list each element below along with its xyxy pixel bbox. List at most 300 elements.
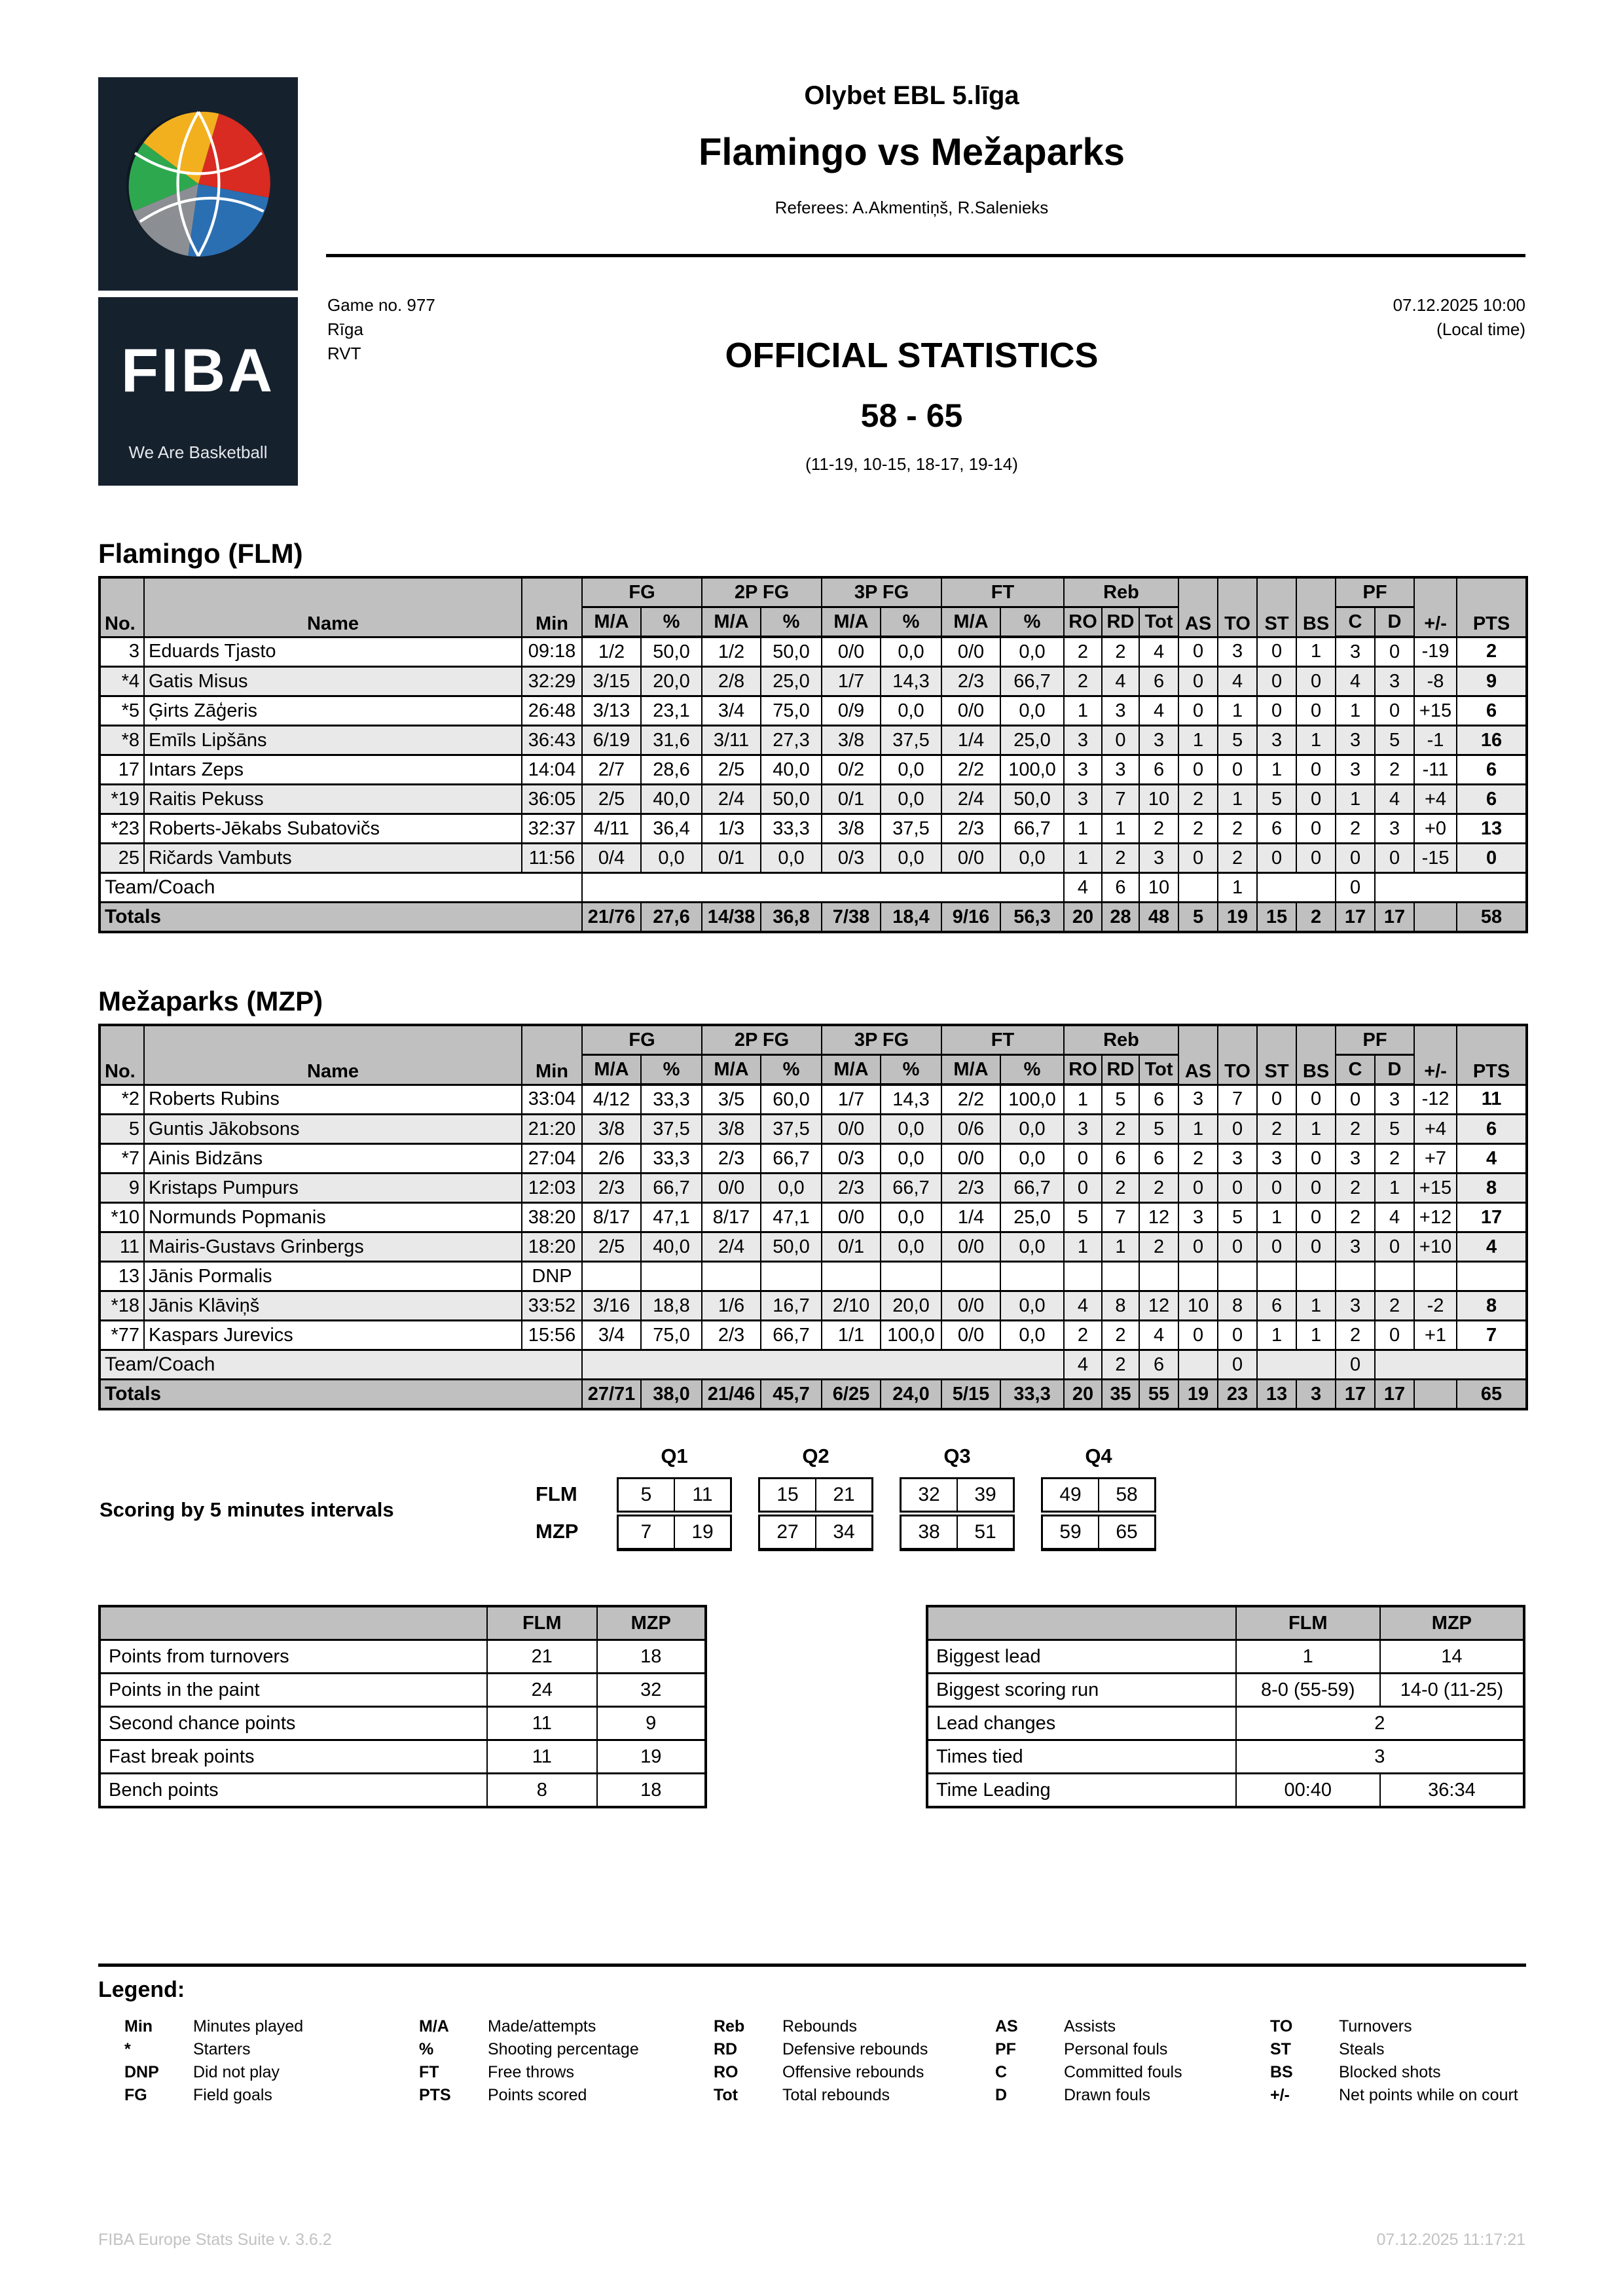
cell-bs: 0 [1296,696,1336,726]
score-cell: 58 [1098,1479,1154,1511]
score-cell: 11 [674,1479,730,1511]
flamingo-stats-table [98,576,1528,933]
cell-p2p: 50,0 [761,1232,822,1262]
title-block [298,335,1525,475]
cell-pm: +4 [1414,785,1457,814]
cell-d: 5 [1375,726,1414,755]
cell-d: 3 [1375,667,1414,696]
cell-abbr: RO [714,2063,739,2081]
col-2p-pct: % [761,1055,822,1085]
cell-ro: 2 [1064,1321,1102,1350]
cell-to: 1 [1218,696,1257,726]
col-mzp: MZP [597,1606,706,1640]
score-cell: 65 [1098,1516,1154,1548]
group-pf: PF [1336,577,1414,607]
cell-tot: 6 [1139,1350,1178,1380]
table-row [100,1203,1527,1232]
table-row [100,814,1527,844]
group-2pfg: 2P FG [702,1025,822,1055]
table-row [927,1707,1524,1740]
legend-column [995,2016,1270,2108]
cell-ft: 2/2 [941,755,1000,785]
cell-fg: 6/19 [582,726,641,755]
cell-c: 17 [1336,903,1375,933]
cell-p3 [822,1262,881,1291]
cell-ftp: 25,0 [1000,726,1064,755]
league-title: Olybet EBL 5.līga [804,81,1019,110]
cell-fgp: 50,0 [641,637,702,667]
cell-ftp: 66,7 [1000,667,1064,696]
table-row [124,2062,419,2085]
table-row [1270,2085,1526,2108]
stat-label: Lead changes [927,1707,1236,1740]
cell-bs: 0 [1296,814,1336,844]
cell-rd: 28 [1102,903,1139,933]
cell-name: Ģirts Zāģeris [144,696,522,726]
cell-p2: 1/2 [702,637,761,667]
cell-blank [100,1606,487,1640]
game-number: Game no. 977 [327,295,435,315]
cell-blank [1257,1350,1336,1380]
col-2p-pct: % [761,607,822,637]
cell-abbr: RD [714,2040,738,2058]
cell-c: 17 [1336,1380,1375,1410]
cell-fgp: 28,6 [641,755,702,785]
col-flm: FLM [1236,1606,1380,1640]
table-row [124,2039,419,2062]
cell-c: 2 [1336,1203,1375,1232]
score-cell: 5 [640,1484,652,1505]
cell-pts: 58 [1457,903,1527,933]
table-header [100,1025,1527,1085]
score-cell: 7 [640,1521,652,1543]
cell-name: Kaspars Jurevics [144,1321,522,1350]
cell-fg: 3/15 [582,667,641,696]
header-center [298,81,1525,218]
group-fg: FG [582,577,702,607]
cell-name: Raitis Pekuss [144,785,522,814]
cell-st: 1 [1257,1321,1296,1350]
group-ft: FT [941,1025,1064,1055]
legend-column [419,2016,714,2108]
cell-as: 10 [1178,1291,1218,1321]
fiba-text-block [98,297,298,486]
mezaparks-stats-table [98,1024,1528,1410]
cell-as: 0 [1178,1174,1218,1203]
cell-fg: 1/2 [582,637,641,667]
table-row [100,1640,706,1674]
cell-c: 0 [1336,844,1375,873]
stat-label: Time Leading [927,1774,1236,1808]
cell-pts: 4 [1457,1232,1527,1262]
cell-pts: 65 [1457,1380,1527,1410]
cell-st: 1 [1257,1203,1296,1232]
cell-p3p [881,1262,941,1291]
cell-tot: 4 [1139,1321,1178,1350]
cell-p2p: 66,7 [761,1144,822,1174]
cell-tot: 2 [1139,1232,1178,1262]
cell-p3: 0/2 [822,755,881,785]
cell-ro: 1 [1064,844,1102,873]
cell-as: 3 [1178,1203,1218,1232]
cell-ft: 2/3 [941,667,1000,696]
cell-ftp: 0,0 [1000,637,1064,667]
cell-d: 0 [1375,844,1414,873]
cell-fgp: 38,0 [641,1380,702,1410]
mzp-q1-pair [617,1515,732,1551]
mzp-value: 18 [597,1640,706,1674]
cell-text: Offensive rebounds [782,2063,924,2081]
cell-p2p: 75,0 [761,696,822,726]
legend-title: Legend: [98,1977,185,2002]
cell-tot: 2 [1139,1174,1178,1203]
cell-blank [1257,873,1336,903]
game-venue: RVT [327,344,361,363]
cell-pts: 16 [1457,726,1527,755]
cell-to: 1 [1218,785,1257,814]
table-row [100,844,1527,873]
cell-as: 19 [1178,1380,1218,1410]
cell-rd: 2 [1102,637,1139,667]
mzp-scoring-row [536,1515,1156,1551]
col-min: Min [522,577,582,637]
table-row [100,1174,1527,1203]
cell-as: 1 [1178,1115,1218,1144]
cell-p3p: 18,4 [881,903,941,933]
col-fg-pct: % [641,607,702,637]
flm-value: 21 [487,1640,596,1674]
mzp-value: 36:34 [1380,1774,1524,1808]
cell-p2: 8/17 [702,1203,761,1232]
col-st: ST [1257,1025,1296,1085]
cell-ft: 0/0 [941,1291,1000,1321]
table-row [100,1740,706,1774]
cell-fg: 3/13 [582,696,641,726]
cell-p2: 0/0 [702,1174,761,1203]
cell-as: 0 [1178,844,1218,873]
cell-d: 3 [1375,814,1414,844]
cell-fgp: 33,3 [641,1085,702,1115]
group-fg: FG [582,1025,702,1055]
cell-pts: 4 [1457,1144,1527,1174]
cell-p3: 2/10 [822,1291,881,1321]
fiba-tagline: We Are Basketball [128,442,268,462]
table-row [100,1115,1527,1144]
cell-fgp: 40,0 [641,785,702,814]
col-ft-ma: M/A [941,607,1000,637]
cell-tot: 5 [1139,1115,1178,1144]
cell-p2 [702,1262,761,1291]
col-fg-pct: % [641,1055,702,1085]
cell-min: 32:37 [522,814,582,844]
cell-pm [1414,1380,1457,1410]
cell-as: 2 [1178,785,1218,814]
cell-pts: 8 [1457,1291,1527,1321]
score-cell: 34 [815,1516,871,1548]
q4-label: Q4 [1085,1444,1112,1467]
cell-no: *8 [100,726,144,755]
cell-to: 3 [1218,1144,1257,1174]
header-divider [326,254,1525,257]
cell-no: *2 [100,1085,144,1115]
cell-c: 2 [1336,1174,1375,1203]
content [98,538,1525,1808]
cell-p2p: 0,0 [761,844,822,873]
cell-abbr: AS [995,2017,1018,2036]
cell-ft: 2/3 [941,1174,1000,1203]
table-row [419,2085,714,2108]
cell-p2: 2/5 [702,755,761,785]
cell-no: *10 [100,1203,144,1232]
cell-as: 3 [1178,1085,1218,1115]
cell-name: Kristaps Pumpurs [144,1174,522,1203]
cell-as: 0 [1178,1232,1218,1262]
cell-d: 17 [1375,903,1414,933]
cell-st: 3 [1257,1144,1296,1174]
cell-min: 11:56 [522,844,582,873]
cell-tot: 12 [1139,1203,1178,1232]
cell-text: Blocked shots [1339,2063,1441,2081]
cell-p3: 0/1 [822,1232,881,1262]
col-ft-pct: % [1000,607,1064,637]
cell-ftp: 66,7 [1000,1174,1064,1203]
cell-tot: 2 [1139,814,1178,844]
stat-label: Biggest scoring run [927,1674,1236,1707]
cell-ro: 0 [1064,1174,1102,1203]
score-cell: 27 [776,1521,799,1543]
cell-bs: 0 [1296,844,1336,873]
cell-fgp: 40,0 [641,1232,702,1262]
cell-name: Intars Zeps [144,755,522,785]
cell-c: 3 [1336,637,1375,667]
table-row [995,2062,1270,2085]
table-row [419,2039,714,2062]
table-row [100,1707,706,1740]
cell-d: 4 [1375,785,1414,814]
cell-ftp: 56,3 [1000,903,1064,933]
cell-ro: 1 [1064,696,1102,726]
cell-ftp: 0,0 [1000,696,1064,726]
cell-blank [927,1606,1236,1640]
table-row [995,2085,1270,2108]
cell-p2p: 40,0 [761,755,822,785]
cell-no: *77 [100,1321,144,1350]
cell-st: 5 [1257,785,1296,814]
cell-no: 17 [100,755,144,785]
cell-as: 2 [1178,1144,1218,1174]
cell-ro: 4 [1064,873,1102,903]
col-no: No. [100,577,144,637]
cell-ro: 0 [1064,1144,1102,1174]
table-row [714,2039,995,2062]
cell-min: 12:03 [522,1174,582,1203]
cell-p2: 0/1 [702,844,761,873]
group-3pfg: 3P FG [822,577,941,607]
cell-bs: 3 [1296,1380,1336,1410]
cell-c: 1 [1336,696,1375,726]
cell-tot: 10 [1139,873,1178,903]
cell-rd: 6 [1102,873,1139,903]
table-row [995,2016,1270,2039]
cell-text: Turnovers [1339,2017,1412,2036]
cell-bs: 0 [1296,755,1336,785]
cell-ft: 0/0 [941,1144,1000,1174]
cell-pm: -2 [1414,1291,1457,1321]
legend-columns [124,2016,1526,2108]
cell-c: 3 [1336,1232,1375,1262]
cell-tot: 6 [1139,755,1178,785]
cell-p2: 3/8 [702,1115,761,1144]
cell-abbr: +/- [1270,2086,1290,2104]
cell-ro: 1 [1064,814,1102,844]
cell-bs: 1 [1296,1291,1336,1321]
table-row [100,637,1527,667]
cell-pts: 6 [1457,696,1527,726]
cell-p3p: 37,5 [881,814,941,844]
page-title: OFFICIAL STATISTICS [725,336,1099,375]
stat-label: Bench points [100,1774,487,1808]
flm-value: 24 [487,1674,596,1707]
cell-ro: 3 [1064,755,1102,785]
cell-p2p: 27,3 [761,726,822,755]
flm-q1-pair [617,1477,732,1513]
cell-ft: 5/15 [941,1380,1000,1410]
col-tot: Tot [1139,607,1178,637]
cell-abbr: ST [1270,2040,1291,2058]
cell-blank [1375,873,1527,903]
cell-p2p: 36,8 [761,903,822,933]
cell-rd: 5 [1102,1085,1139,1115]
cell-ft: 1/4 [941,1203,1000,1232]
cell-to: 5 [1218,726,1257,755]
summary-tables [98,1605,1525,1808]
cell-ftp: 0,0 [1000,844,1064,873]
table-row [100,1674,706,1707]
cell-tot: 6 [1139,1144,1178,1174]
scoring-intervals-label: Scoring by 5 minutes intervals [100,1498,394,1521]
cell-fgp: 23,1 [641,696,702,726]
col-ro: RO [1064,607,1102,637]
cell-no: *7 [100,1144,144,1174]
cell-as: 0 [1178,1321,1218,1350]
cell-p2: 1/6 [702,1291,761,1321]
cell-fgp: 0,0 [641,844,702,873]
cell-p3: 7/38 [822,903,881,933]
cell-abbr: PTS [419,2086,451,2104]
cell-p3p: 0,0 [881,1144,941,1174]
cell-name: Jānis Pormalis [144,1262,522,1291]
col-ft-ma: M/A [941,1055,1000,1085]
cell-pm: +12 [1414,1203,1457,1232]
cell-rd: 4 [1102,667,1139,696]
cell-p2p: 33,3 [761,814,822,844]
cell-pm: +15 [1414,696,1457,726]
cell-p3p: 14,3 [881,1085,941,1115]
cell-tot: 3 [1139,726,1178,755]
cell-d [1375,1262,1414,1291]
cell-min: 27:04 [522,1144,582,1174]
stat-label: Second chance points [100,1707,487,1740]
mzp-q3-pair [900,1515,1015,1551]
cell-p3: 0/0 [822,1115,881,1144]
stat-label: Times tied [927,1740,1236,1774]
cell-bs: 1 [1296,1115,1336,1144]
fiba-wordmark: FIBA [120,336,276,404]
cell-p2: 2/3 [702,1321,761,1350]
stat-label: Points in the paint [100,1674,487,1707]
group-pf: PF [1336,1025,1414,1055]
cell-min: 36:43 [522,726,582,755]
col-bs: BS [1296,1025,1336,1085]
legend-column [1270,2016,1526,2108]
table-row [100,696,1527,726]
cell-tot: 55 [1139,1380,1178,1410]
col-3p-ma: M/A [822,1055,881,1085]
cell-p2: 21/46 [702,1380,761,1410]
col-fg-ma: M/A [582,1055,641,1085]
stat-label: Fast break points [100,1740,487,1774]
cell-abbr: * [124,2040,131,2058]
cell-p2p: 37,5 [761,1115,822,1144]
cell-rd: 0 [1102,726,1139,755]
cell-blank [582,1350,1064,1380]
cell-rd: 2 [1102,1321,1139,1350]
col-3p-pct: % [881,607,941,637]
table-row [927,1774,1524,1808]
cell-fgp: 37,5 [641,1115,702,1144]
legend-column [124,2016,419,2108]
cell-abbr: PF [995,2040,1016,2058]
cell-rd: 7 [1102,785,1139,814]
col-no: No. [100,1025,144,1085]
cell-no: *23 [100,814,144,844]
team-coach-row [100,873,1527,903]
cell-bs: 0 [1296,667,1336,696]
cell-ft: 2/3 [941,814,1000,844]
cell-ftp [1000,1262,1064,1291]
cell-ro: 1 [1064,1232,1102,1262]
cell-to: 4 [1218,667,1257,696]
cell-d: 2 [1375,1144,1414,1174]
cell-ro: 2 [1064,637,1102,667]
cell-pts: 6 [1457,1115,1527,1144]
cell-as: 0 [1178,755,1218,785]
table-row [100,1774,706,1808]
col-2p-ma: M/A [702,607,761,637]
cell-bs: 2 [1296,903,1336,933]
cell-st: 6 [1257,814,1296,844]
cell-c: 2 [1336,1321,1375,1350]
totals-row [100,1380,1527,1410]
cell-abbr: FT [419,2063,439,2081]
cell-bs: 1 [1296,1321,1336,1350]
cell-pm: +15 [1414,1174,1457,1203]
cell-abbr: M/A [419,2017,449,2036]
cell-pm: +7 [1414,1144,1457,1174]
cell-ro: 3 [1064,785,1102,814]
cell-abbr: BS [1270,2063,1293,2081]
col-fg-ma: M/A [582,607,641,637]
cell-min: 26:48 [522,696,582,726]
cell-fgp: 66,7 [641,1174,702,1203]
cell-blank [582,873,1064,903]
cell-name: Gatis Misus [144,667,522,696]
cell-no: 13 [100,1262,144,1291]
cell-p2p: 50,0 [761,785,822,814]
cell-abbr: Min [124,2017,153,2036]
cell-ft: 0/0 [941,1321,1000,1350]
cell-name: Eduards Tjasto [144,637,522,667]
